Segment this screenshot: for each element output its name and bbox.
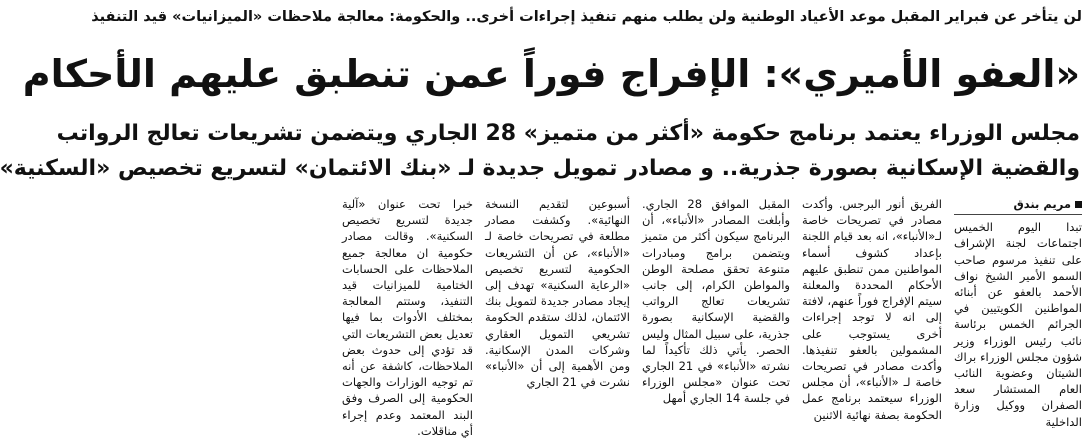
column-2 — [802, 196, 942, 422]
subheadline-line-2: والقضية الإسكانية بصورة جذرية.. و مصادر تمويل جديدة لـ «بنك الائتمان» لتسريع تخصيص «السكنية» — [0, 156, 1080, 181]
byline-square-icon — [1075, 201, 1082, 208]
byline-author: مريم بندق — [1013, 197, 1071, 211]
column-4-text: أسبوعين لتقديم النسخة النهائية». وكشفت مصادر مطلعة في تصريحات خاصة لـ «الأنباء»، عن أن التشريعات الحكومية لتسريع تخصيص «الرعاية السكنية» تهدف إلى إيجاد مصادر جديدة لتمويل بنك الائتمان، لذلك ستقدم الحكومة تشريعي التمويل العقاري وشركات المدن الإسكانية. ومن الأهمية إلى أن «الأنباء» نشرت في 21 الجاري — [485, 197, 630, 390]
kicker-line: لن يتأخر عن فبراير المقبل موعد الأعياد الوطنية ولن يطلب منهم تنفيذ إجراءات أخرى.. والحكومة: معالجة ملاحظات «الميزانيات» قيد التنفيذ — [91, 9, 1082, 25]
column-2-text: الفريق أنور البرجس. وأكدت مصادر في تصريحات خاصة لـ«الأنباء»، انه بعد قيام اللجنة بإعداد كشوف أسماء المواطنين ممن تنطبق عليهم الأحكام المحددة والمعلنة سيتم الإفراج فوراً عنهم، لافتة إلى انه لا توجد إجراءات أخرى يستوجب على المشمولين بالعفو تنفيذها. وأكدت مصادر في تصريحات خاصة لـ «الأنباء»، أن مجلس الوزراء سيعتمد برنامج عمل الحكومة بصفة نهائية الاثنين — [802, 197, 942, 422]
main-headline: «العفو الأميري»: الإفراج فوراً عمن تنطبق عليهم الأحكام — [22, 52, 1080, 96]
column-4 — [485, 196, 630, 403]
column-3 — [642, 196, 790, 406]
subheadline-line-1: مجلس الوزراء يعتمد برنامج حكومة «أكثر من متميز» 28 الجاري ويتضمن تشريعات تعالج الرواتب — [56, 121, 1080, 146]
column-5 — [342, 196, 473, 438]
column-5-text: خبرا تحت عنوان «آلية جديدة لتسريع تخصيص السكنية». وقالت مصادر حكومية ان معالجة جميع الملاحظات على الحسابات الختامية للميزانيات قيد التنفيذ، وستتم المعالجة بمختلف الأدوات بما فيها تعديل بعض التشريعات التي قد تؤدي إلى حدوث بعض الملاحظات، كاشفة عن أنه تم توجيه الوزارات والجهات الحكومية إلى الصرف وفق البند المعتمد وعدم إجراء أي مناقلات. — [342, 197, 473, 438]
column-1 — [954, 196, 1082, 429]
column-3-text: المقبل الموافق 28 الجاري. وأبلغت المصادر «الأنباء»، أن البرنامج سيكون أكثر من متميز ويتضمن برامج ومبادرات متنوعة تحقق مصلحة الوطن والمواطن الكرام، إلى جانب تشريعات تعالج الرواتب والقضية الإسكانية بصورة جذرية، على سبيل المثال وليس الحصر. يأتي ذلك تأكيداً لما نشرته «الأنباء» في 21 الجاري تحت عنوان «مجلس الوزراء في جلسة 14 الجاري أمهل — [642, 197, 790, 406]
article-body — [342, 196, 1082, 438]
column-1-text: تبدا اليوم الخميس اجتماعات لجنة الإشراف على تنفيذ مرسوم صاحب السمو الأمير الشيخ نواف الأحمد بالعفو عن أبنائه المواطنين الكويتيين في الجرائم الخمس برئاسة نائب رئيس الوزراء وزير شؤون مجلس الوزراء براك الشيتان وعضوية النائب العام المستشار سعد الصفران ووكيل وزارة الداخلية — [954, 220, 1082, 429]
byline — [954, 196, 1082, 215]
